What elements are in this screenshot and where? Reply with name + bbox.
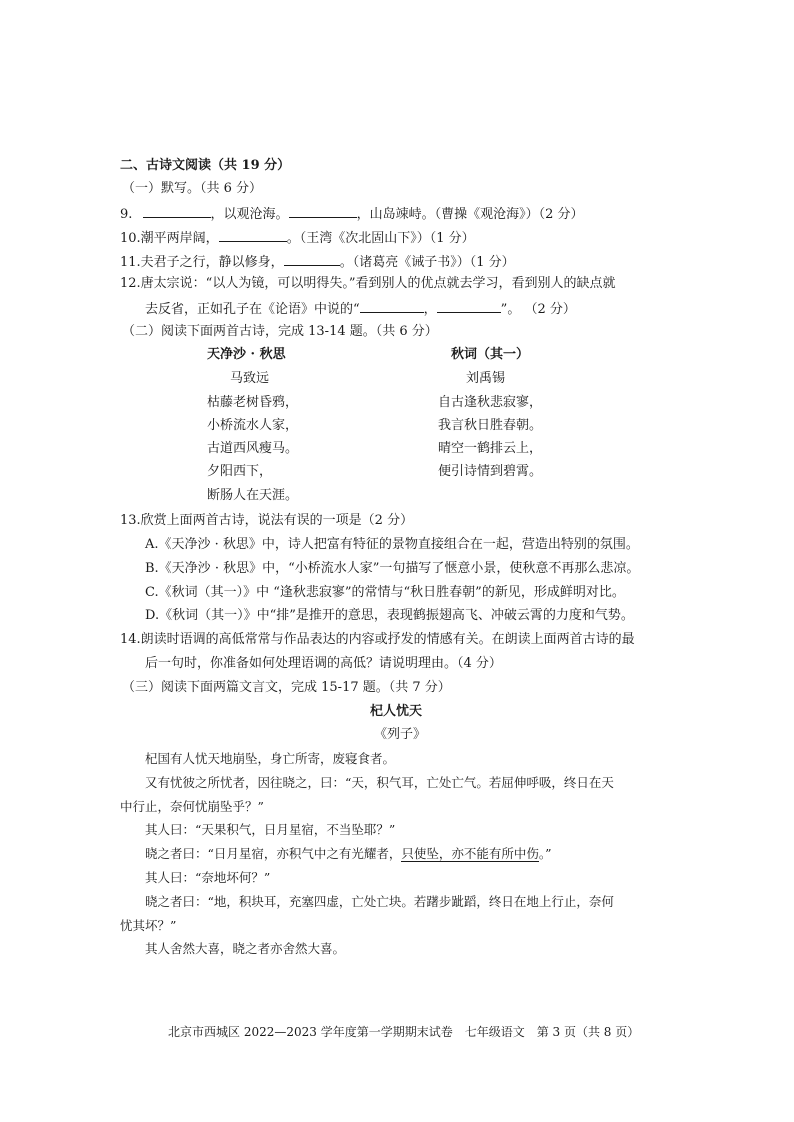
essay-source: 《列子》 [374, 727, 427, 742]
poem1-line: 夕阳西下， [207, 464, 273, 479]
essay-line [145, 845, 552, 863]
poem1-title: 天净沙 · 秋思 [207, 347, 286, 362]
option-c[interactable]: C.《秋词（其一）》中 “逢秋悲寂寥”的常情与“秋日胜春朝”的新见，形成鲜明对比。 [145, 585, 625, 600]
essay-line: 其人曰：“奈地坏何？” [145, 870, 271, 885]
poem1-line: 枯藤老树昏鸦， [207, 395, 299, 410]
part3-title: （三）阅读下面两篇文言文，完成 15-17 题。（共 7 分） [122, 680, 451, 695]
essay-line: 晓之者曰：“地，积块耳，充塞四虚，亡处亡块。若躇步跐蹈，终日在地上行止，奈何 [145, 894, 614, 909]
underlined-sentence: 只使坠，亦不能有所中伤 [401, 846, 539, 861]
essay-line: 中行止，奈何忧崩坠乎？” [120, 799, 264, 814]
answer-blank[interactable] [289, 204, 357, 218]
section-title: 二、古诗文阅读（共 19 分） [120, 158, 291, 173]
essay-text: 晓之者曰：“日月星宿，亦积气中之有光耀者， [145, 846, 402, 861]
question-text: ，山岛竦峙。（曹操《观沧海》）（2 分） [356, 207, 584, 222]
poem2-line: 晴空一鹤排云上， [438, 441, 543, 456]
question-text: 11.夫君子之行，静以修身， [120, 255, 284, 270]
option-d[interactable]: D.《秋词（其一）》中“排”是推开的意思，表现鹤振翅高飞、冲破云霄的力度和气势。 [145, 608, 634, 623]
part2-title: （二）阅读下面两首古诗，完成 13-14 题。（共 6 分） [122, 324, 438, 339]
answer-blank[interactable] [143, 204, 211, 218]
poem2-title: 秋词（其一） [451, 347, 530, 362]
poem2-author: 刘禹锡 [466, 371, 506, 386]
question-11 [120, 252, 515, 272]
answer-blank[interactable] [219, 228, 287, 242]
question-number: 9. [120, 207, 133, 222]
option-b[interactable]: B.《天净沙 · 秋思》中，“小桥流水人家”一句描写了惬意小景，使秋意不再那么悲凉。 [145, 561, 640, 576]
question-text: 10.潮平两岸阔， [120, 231, 219, 246]
comma: ， [423, 302, 437, 317]
question-text: 。（王湾《次北固山下》）（1 分） [286, 231, 475, 246]
poem1-line: 小桥流水人家， [207, 418, 299, 433]
poem2-line: 自古逢秋悲寂寥， [438, 395, 543, 410]
poem2-line: 便引诗情到碧霄。 [438, 464, 543, 479]
question-text: 。（诸葛亮《诫子书》）（1 分） [339, 255, 515, 270]
essay-line: 忧其坏？” [120, 918, 177, 933]
question-12-line1: 12.唐太宗说：“以人为镜，可以明得失。”看到别人的优点就去学习，看到别人的缺点就 [120, 276, 616, 291]
essay-line: 其人舍然大喜，晓之者亦舍然大喜。 [145, 941, 346, 956]
option-a[interactable]: A.《天净沙 · 秋思》中，诗人把富有特征的景物直接组合在一起，营造出特别的氛围。 [145, 537, 639, 552]
page-footer: 北京市西城区 2022—2023 学年度第一学期期末试卷 七年级语文 第 3 页（共 8 页） [168, 1025, 640, 1039]
question-13-stem: 13.欣赏上面两首古诗，说法有误的一项是（2 分） [120, 513, 414, 528]
essay-line: 其人曰：“天果积气，日月星宿，不当坠耶？” [145, 822, 396, 837]
essay-text: 。” [538, 846, 552, 861]
answer-blank[interactable] [360, 299, 424, 313]
question-14-line1: 14.朗读时语调的高低常常与作品表达的内容或抒发的情感有关。在朗读上面两首古诗的最 [120, 632, 635, 647]
question-14-line2: 后一句时，你准备如何处理语调的高低？请说明理由。（4 分） [145, 656, 502, 671]
answer-blank[interactable] [437, 299, 501, 313]
question-10 [120, 228, 475, 248]
answer-blank[interactable] [284, 252, 340, 266]
essay-title: 杞人忧天 [370, 704, 423, 719]
question-text: ，以观沧海。 [210, 207, 289, 222]
essay-line: 又有忧彼之所忧者，因往晓之，曰：“天，积气耳，亡处亡气。若屈伸呼吸，终日在天 [145, 775, 614, 790]
question-text: ”。 （2 分） [500, 302, 576, 317]
poem1-line: 古道西风瘦马。 [207, 441, 299, 456]
question-text: 去反省，正如孔子在《论语》中说的“ [145, 302, 360, 317]
question-12-line2 [145, 299, 576, 319]
poem1-line: 断肠人在天涯。 [207, 488, 299, 503]
part1-title: （一）默写。（共 6 分） [122, 181, 263, 196]
essay-line: 杞国有人忧天地崩坠，身亡所寄，废寝食者。 [145, 751, 396, 766]
question-9 [120, 204, 583, 224]
poem2-line: 我言秋日胜春朝。 [438, 418, 543, 433]
poem1-author: 马致远 [230, 371, 270, 386]
